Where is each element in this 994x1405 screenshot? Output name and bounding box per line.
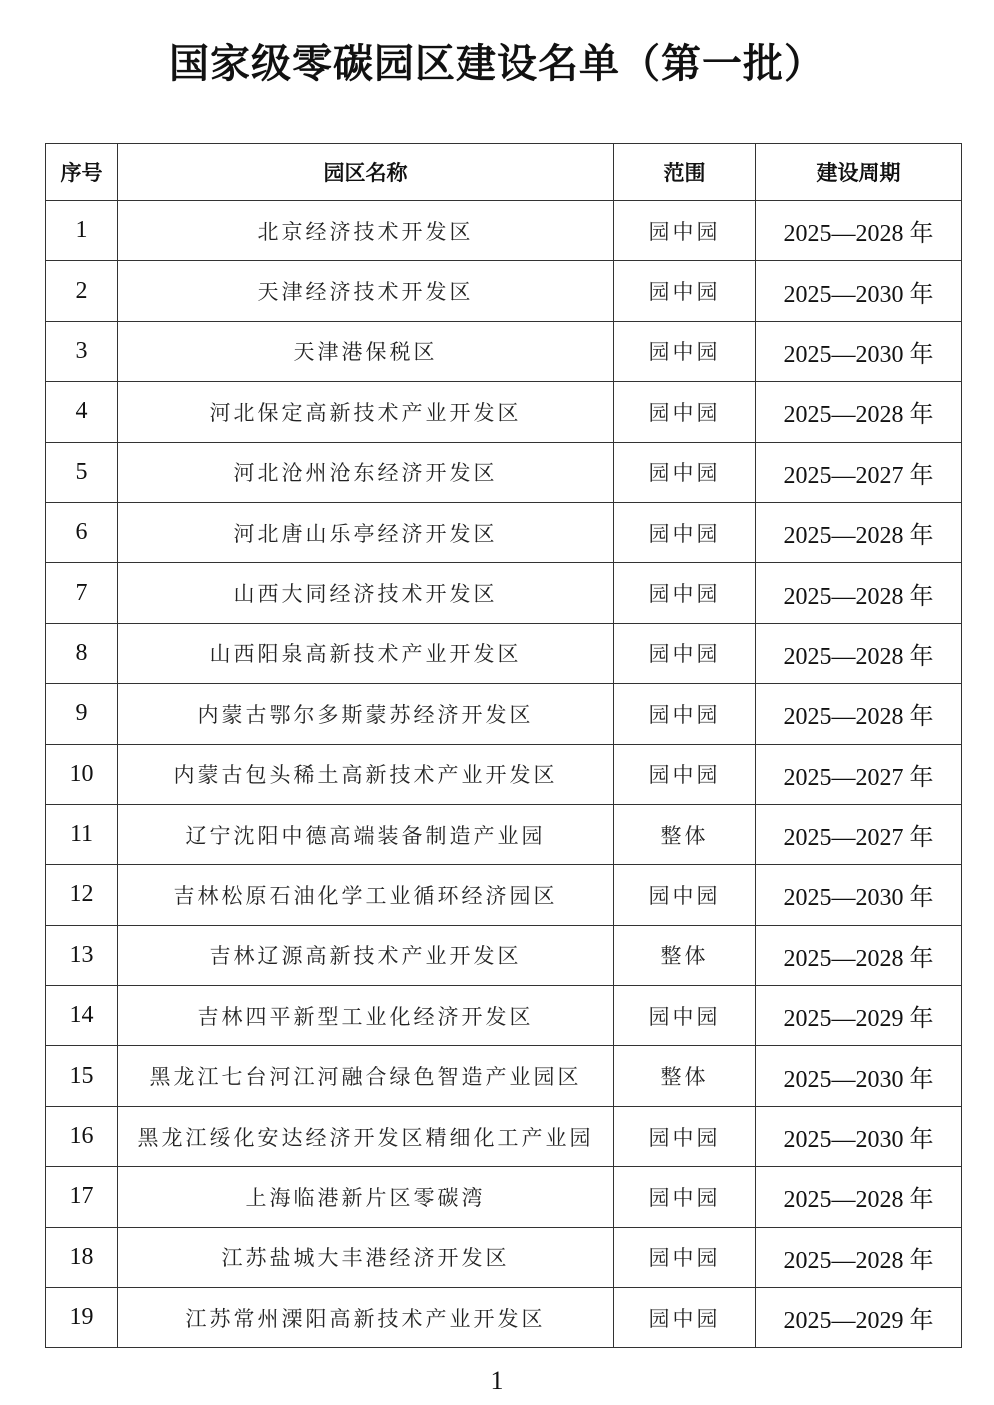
table-row (46, 1167, 962, 1227)
table-row (46, 1288, 962, 1348)
cell-index: 7 (46, 563, 118, 623)
cell-park-name: 山西大同经济技术开发区 (118, 563, 614, 623)
table-row (46, 623, 962, 683)
cell-index: 10 (46, 744, 118, 804)
cell-period: 2025—2029 年 (756, 986, 962, 1046)
cell-period: 2025—2028 年 (756, 382, 962, 442)
table-row (46, 502, 962, 562)
cell-scope: 整体 (614, 925, 756, 985)
cell-period: 2025—2027 年 (756, 804, 962, 864)
cell-period: 2025—2028 年 (756, 502, 962, 562)
cell-index: 4 (46, 382, 118, 442)
cell-period: 2025—2028 年 (756, 563, 962, 623)
cell-park-name: 江苏常州溧阳高新技术产业开发区 (118, 1288, 614, 1348)
cell-scope: 园中园 (614, 1167, 756, 1227)
cell-index: 9 (46, 684, 118, 744)
table-row (46, 925, 962, 985)
cell-park-name: 天津港保税区 (118, 321, 614, 381)
cell-park-name: 上海临港新片区零碳湾 (118, 1167, 614, 1227)
cell-park-name: 黑龙江七台河江河融合绿色智造产业园区 (118, 1046, 614, 1106)
cell-park-name: 黑龙江绥化安达经济开发区精细化工产业园 (118, 1106, 614, 1166)
header-index: 序号 (46, 144, 118, 201)
cell-period: 2025—2028 年 (756, 623, 962, 683)
cell-scope: 园中园 (614, 563, 756, 623)
cell-park-name: 内蒙古鄂尔多斯蒙苏经济开发区 (118, 684, 614, 744)
cell-park-name: 吉林四平新型工业化经济开发区 (118, 986, 614, 1046)
cell-park-name: 内蒙古包头稀土高新技术产业开发区 (118, 744, 614, 804)
cell-index: 6 (46, 502, 118, 562)
table-body (46, 201, 962, 1348)
cell-scope: 园中园 (614, 1106, 756, 1166)
cell-index: 8 (46, 623, 118, 683)
cell-scope: 园中园 (614, 623, 756, 683)
document-title: 国家级零碳园区建设名单（第一批） (169, 41, 825, 87)
cell-park-name: 吉林松原石油化学工业循环经济园区 (118, 865, 614, 925)
cell-period: 2025—2028 年 (756, 1227, 962, 1287)
cell-period: 2025—2030 年 (756, 261, 962, 321)
cell-period: 2025—2030 年 (756, 865, 962, 925)
table-row (46, 865, 962, 925)
cell-scope: 园中园 (614, 744, 756, 804)
cell-scope: 园中园 (614, 684, 756, 744)
cell-park-name: 山西阳泉高新技术产业开发区 (118, 623, 614, 683)
cell-period: 2025—2030 年 (756, 1106, 962, 1166)
cell-park-name: 辽宁沈阳中德高端装备制造产业园 (118, 804, 614, 864)
cell-index: 3 (46, 321, 118, 381)
cell-period: 2025—2028 年 (756, 925, 962, 985)
table-row (46, 382, 962, 442)
cell-park-name: 河北唐山乐亭经济开发区 (118, 502, 614, 562)
table-row (46, 684, 962, 744)
cell-period: 2025—2028 年 (756, 1167, 962, 1227)
cell-period: 2025—2030 年 (756, 321, 962, 381)
park-list-table (45, 143, 962, 1348)
header-scope: 范围 (614, 144, 756, 201)
table-row (46, 1046, 962, 1106)
cell-index: 12 (46, 865, 118, 925)
table-row (46, 804, 962, 864)
cell-index: 13 (46, 925, 118, 985)
cell-period: 2025—2030 年 (756, 1046, 962, 1106)
cell-park-name: 北京经济技术开发区 (118, 201, 614, 261)
cell-scope: 园中园 (614, 261, 756, 321)
table-row (46, 201, 962, 261)
cell-scope: 园中园 (614, 502, 756, 562)
cell-period: 2025—2027 年 (756, 442, 962, 502)
cell-index: 2 (46, 261, 118, 321)
cell-period: 2025—2029 年 (756, 1288, 962, 1348)
cell-scope: 园中园 (614, 865, 756, 925)
cell-park-name: 吉林辽源高新技术产业开发区 (118, 925, 614, 985)
cell-scope: 整体 (614, 804, 756, 864)
table-row (46, 442, 962, 502)
cell-index: 14 (46, 986, 118, 1046)
table-row (46, 744, 962, 804)
table-row (46, 321, 962, 381)
table-row (46, 986, 962, 1046)
table-row (46, 563, 962, 623)
cell-period: 2025—2028 年 (756, 201, 962, 261)
page-number: 1 (490, 1366, 504, 1395)
cell-park-name: 河北保定高新技术产业开发区 (118, 382, 614, 442)
cell-period: 2025—2027 年 (756, 744, 962, 804)
cell-index: 15 (46, 1046, 118, 1106)
cell-scope: 园中园 (614, 1288, 756, 1348)
cell-scope: 园中园 (614, 986, 756, 1046)
cell-park-name: 江苏盐城大丰港经济开发区 (118, 1227, 614, 1287)
table-row (46, 1106, 962, 1166)
cell-scope: 园中园 (614, 1227, 756, 1287)
cell-index: 5 (46, 442, 118, 502)
cell-index: 18 (46, 1227, 118, 1287)
header-period: 建设周期 (756, 144, 962, 201)
cell-index: 19 (46, 1288, 118, 1348)
cell-index: 16 (46, 1106, 118, 1166)
cell-scope: 园中园 (614, 442, 756, 502)
cell-scope: 园中园 (614, 201, 756, 261)
cell-index: 17 (46, 1167, 118, 1227)
cell-index: 1 (46, 201, 118, 261)
cell-period: 2025—2028 年 (756, 684, 962, 744)
cell-scope: 整体 (614, 1046, 756, 1106)
table-header-row (46, 144, 962, 201)
cell-park-name: 河北沧州沧东经济开发区 (118, 442, 614, 502)
cell-scope: 园中园 (614, 382, 756, 442)
cell-park-name: 天津经济技术开发区 (118, 261, 614, 321)
table-row (46, 261, 962, 321)
table-row (46, 1227, 962, 1287)
cell-scope: 园中园 (614, 321, 756, 381)
header-park-name: 园区名称 (118, 144, 614, 201)
cell-index: 11 (46, 804, 118, 864)
